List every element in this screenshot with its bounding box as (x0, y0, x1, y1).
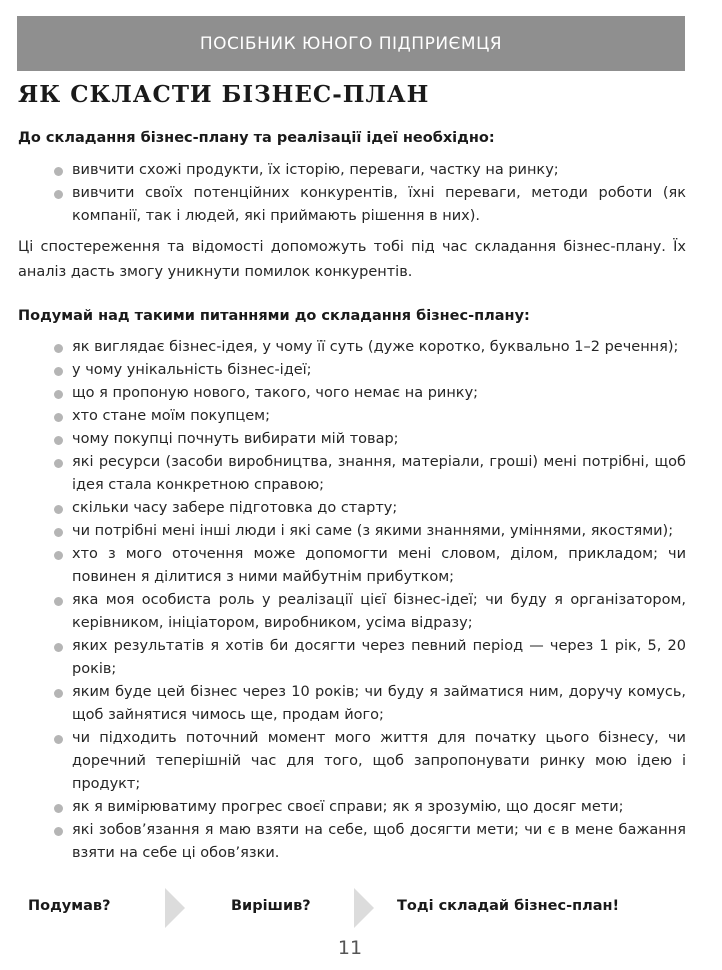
list-item: що я пропоную нового, такого, чого немає на ринку; (52, 382, 686, 405)
list-item: як виглядає бізнес-ідея, у чому її суть (дуже коротко, буквально 1–2 речення); (52, 336, 686, 359)
chevron-right-icon (354, 888, 374, 928)
bullet-dot-icon (54, 436, 63, 445)
intro-paragraph: Ці спостереження та відомості допоможуть тобі під час складання бізнес-плану. Їх аналіз дасть змогу уникнути помилок конкурентів. (18, 239, 686, 280)
bullet-dot-icon (54, 528, 63, 537)
bullet-dot-icon (54, 689, 63, 698)
bullet-dot-icon (54, 344, 63, 353)
list-item: чи підходить поточний момент мого життя для початку цього бізнесу, чи доречний теперішній час для того, щоб запропонувати ринку мою ідею і продукт; (52, 727, 686, 796)
section2-list (52, 336, 686, 865)
flow-step-decided: Вирішив? (231, 898, 311, 914)
list-item: які ресурси (засоби виробництва, знання, матеріали, гроші) мені потрібні, щоб ідея стала конкретною справою; (52, 451, 686, 497)
bullet-dot-icon (54, 505, 63, 514)
flow-step-write-plan: Тоді складай бізнес-план! (397, 898, 620, 914)
header-title: ПОСІБНИК ЮНОГО ПІДПРИЄМЦЯ (199, 33, 503, 54)
list-item: які зобов’язання я маю взяти на себе, щоб досягти мети; чи є в мене бажання взяти на себе ці обов’язки. (52, 819, 686, 865)
header-bar (17, 16, 685, 71)
list-item: чому покупці почнуть вибирати мій товар; (52, 428, 686, 451)
list-item: як я вимірюватиму прогрес своєї справи; як я зрозумію, що досяг мети; (52, 796, 686, 819)
bullet-dot-icon (54, 827, 63, 836)
section1-list (52, 159, 686, 228)
list-item: чи потрібні мені інші люди і які саме (з якими знаннями, уміннями, якостями); (52, 520, 686, 543)
bullet-dot-icon (54, 597, 63, 606)
page-number: 11 (337, 937, 363, 959)
chevron-right-icon (165, 888, 185, 928)
flow-step-thought: Подумав? (28, 898, 111, 914)
list-item: яких результатів я хотів би досягти через певний період — через 1 рік, 5, 20 років; (52, 635, 686, 681)
page-title: ЯК СКЛАСТИ БІЗНЕС-ПЛАН (18, 81, 430, 108)
list-item: вивчити своїх потенційних конкурентів, їхні переваги, методи роботи (як компанії, так і людей, які приймають рішення в них). (52, 182, 686, 228)
list-item: яка моя особиста роль у реалізації цієї бізнес-ідеї; чи буду я організатором, керівником, ініціатором, виробником, усіма відразу; (52, 589, 686, 635)
list-item: хто стане моїм покупцем; (52, 405, 686, 428)
bullet-dot-icon (54, 804, 63, 813)
bullet-dot-icon (54, 167, 63, 176)
list-item: у чому унікальність бізнес-ідеї; (52, 359, 686, 382)
list-item: яким буде цей бізнес через 10 років; чи буду я займатися ним, доручу комусь, щоб зайнятися чимось ще, продам його; (52, 681, 686, 727)
bullet-dot-icon (54, 643, 63, 652)
bullet-dot-icon (54, 413, 63, 422)
bullet-dot-icon (54, 459, 63, 468)
list-item: скільки часу забере підготовка до старту; (52, 497, 686, 520)
bullet-dot-icon (54, 551, 63, 560)
bullet-dot-icon (54, 735, 63, 744)
bullet-dot-icon (54, 367, 63, 376)
bullet-dot-icon (54, 190, 63, 199)
bullet-dot-icon (54, 390, 63, 399)
list-item: хто з мого оточення може допомогти мені словом, ділом, прикладом; чи повинен я ділитися з ними майбутнім прибутком; (52, 543, 686, 589)
section1-heading: До складання бізнес-плану та реалізації ідеї необхідно: (18, 130, 495, 146)
list-item: вивчити схожі продукти, їх історію, переваги, частку на ринку; (52, 159, 686, 182)
section2-heading: Подумай над такими питаннями до складання бізнес-плану: (18, 308, 530, 324)
